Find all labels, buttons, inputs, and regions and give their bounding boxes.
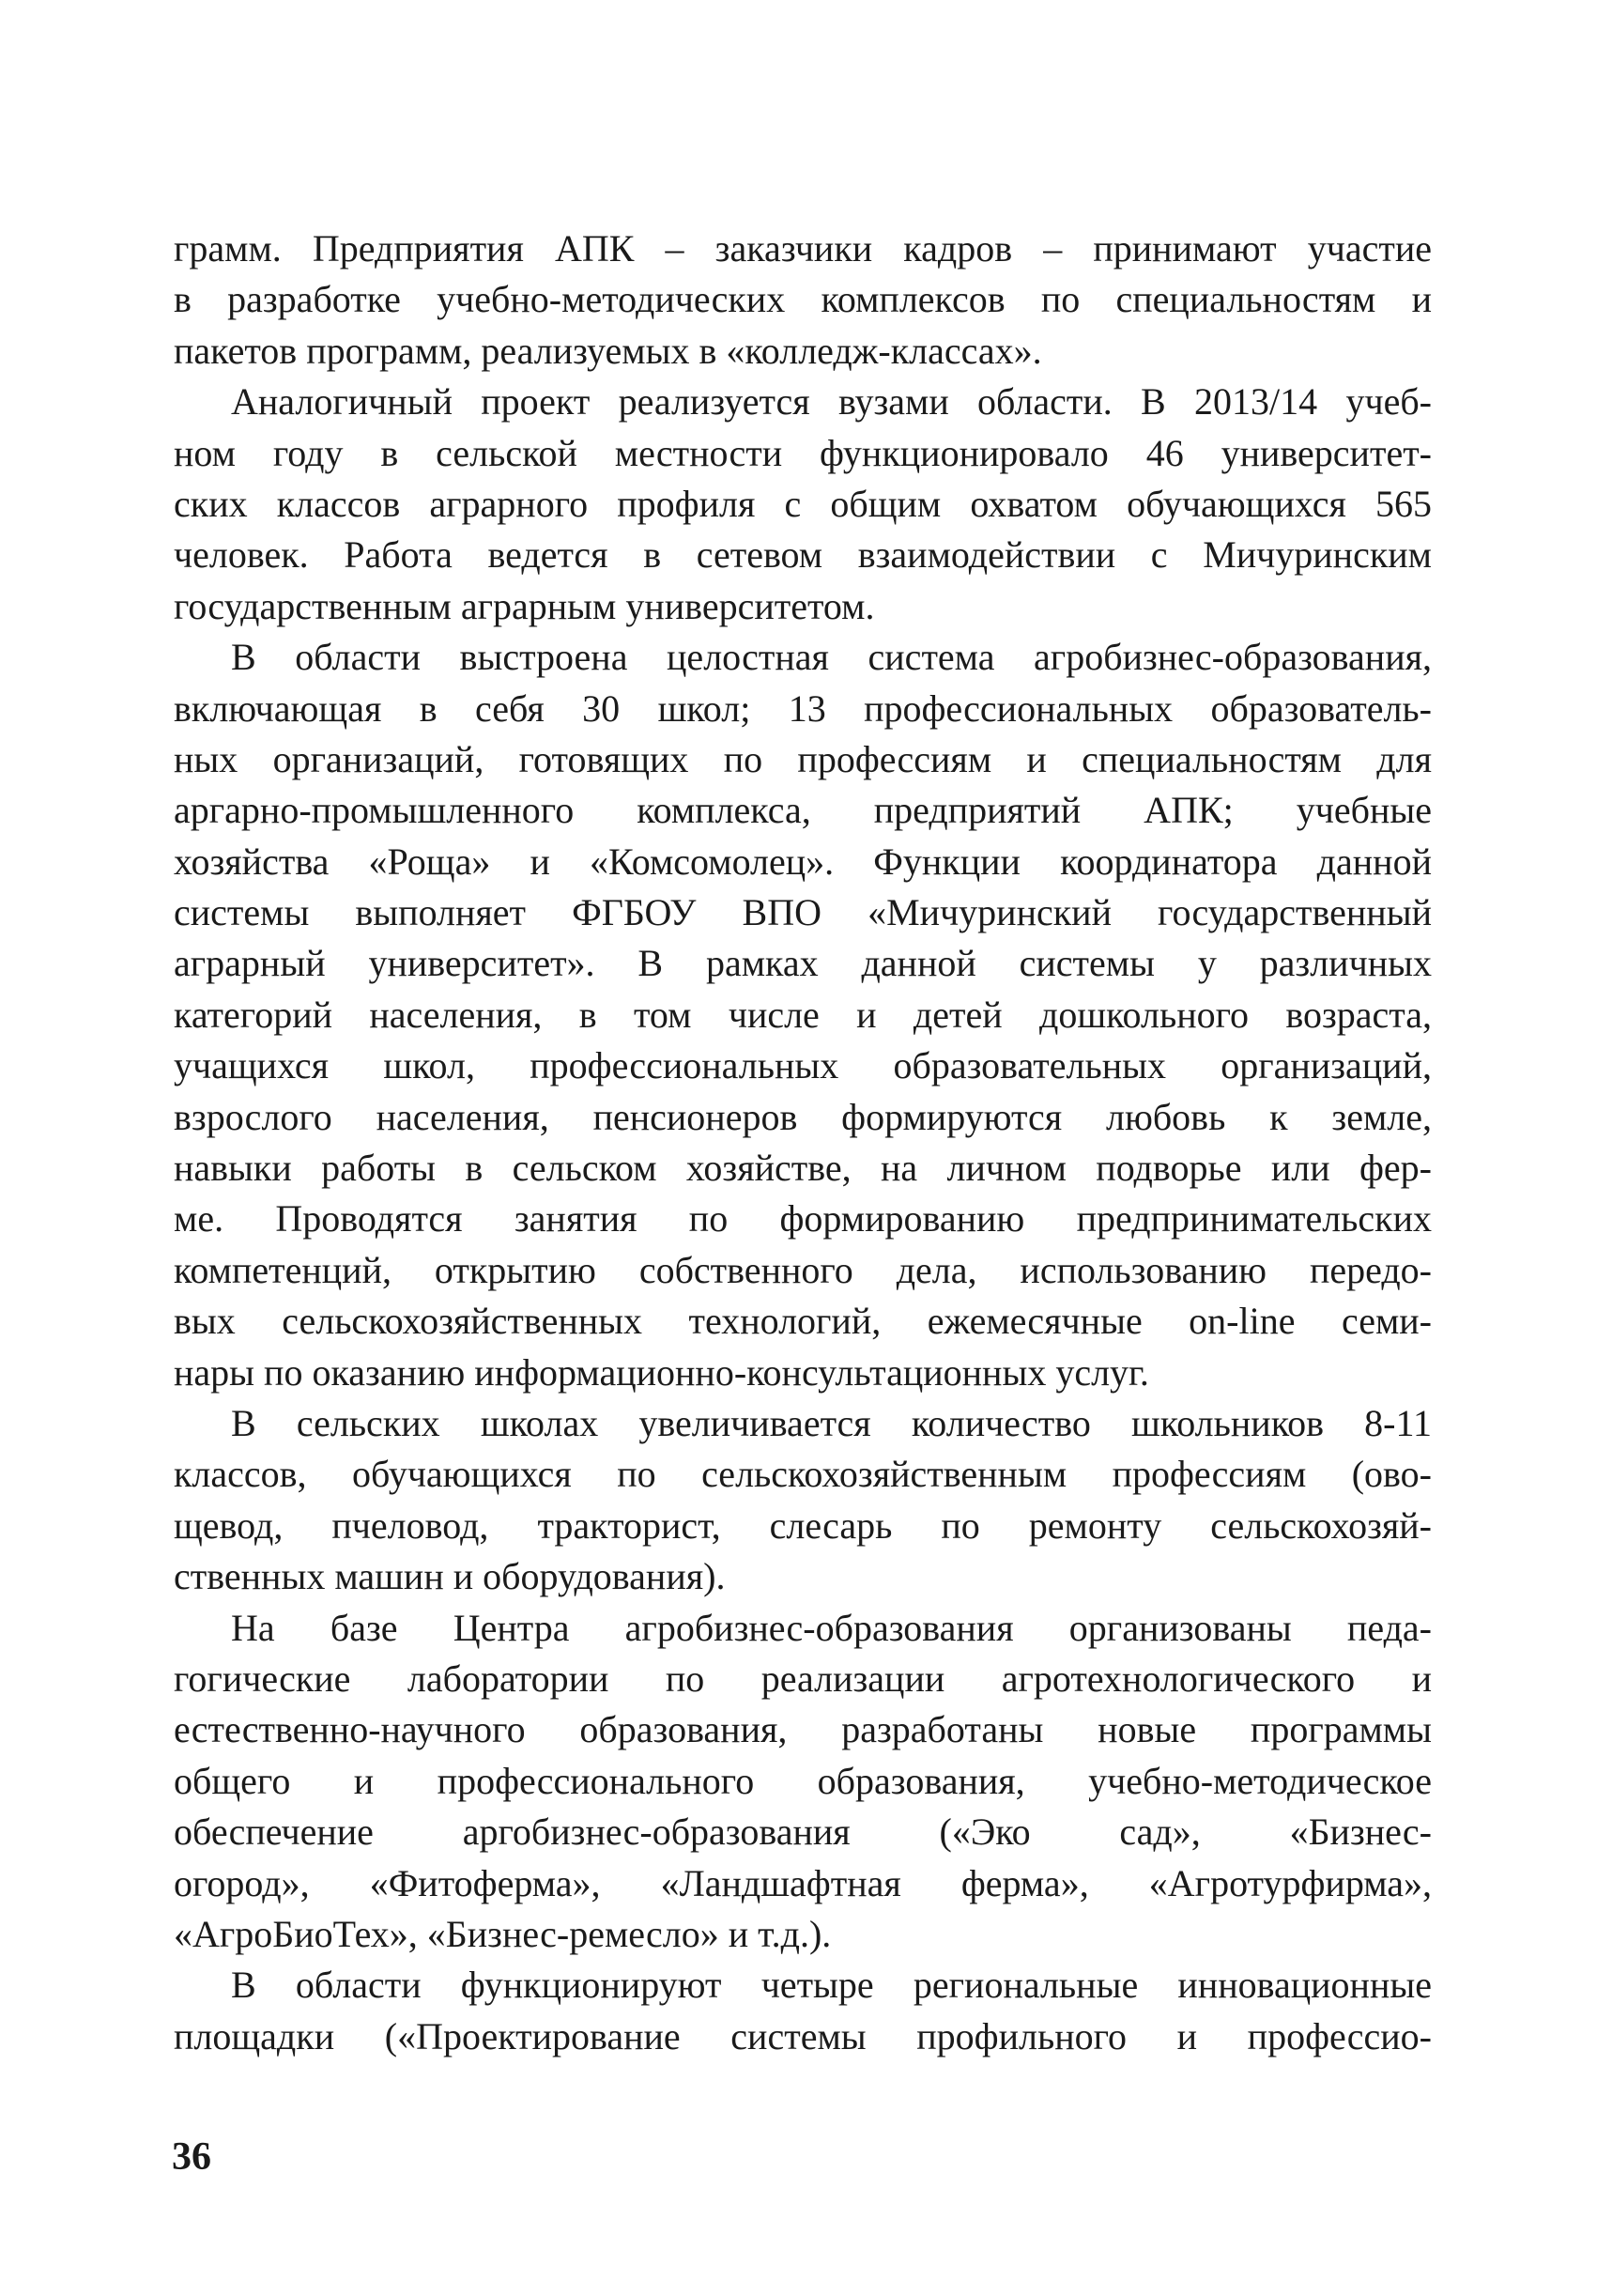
text-line: ских классов аграрного профиля с общим охватом обучающихся 565 [174, 482, 1432, 525]
paragraph-5 [174, 1603, 1432, 1961]
text-line: обеспечение аргобизнес-образования («Эко сад», «Бизнес- [174, 1811, 1432, 1854]
text-line: В области выстроена целостная система агробизнес-образования, [231, 636, 1432, 679]
paragraph-4 [174, 1398, 1432, 1603]
text-line: Аналогичный проект реализуется вузами области. В 2013/14 учеб- [231, 380, 1432, 424]
text-line: в разработке учебно-методических комплексов по специальностям и [174, 278, 1432, 321]
text-line: ных организаций, готовящих по профессиям и специальностям для [174, 737, 1432, 780]
text-line: компетенций, открытию собственного дела, использованию передо- [174, 1248, 1432, 1291]
text-line: учащихся школ, профессиональных образовательных организаций, [174, 1044, 1432, 1087]
text-line: ном году в сельской местности функционировало 46 университет- [174, 431, 1432, 474]
text-line: На базе Центра агробизнес-образования организованы педа- [231, 1606, 1432, 1649]
text-line: огород», «Фитоферма», «Ландшафтная ферма», «Агротурфирма», [174, 1861, 1432, 1904]
text-line: ственных машин и оборудования). [174, 1555, 726, 1598]
text-line: «АгроБиоТех», «Бизнес-ремесло» и т.д.). [174, 1912, 832, 1955]
text-line: грамм. Предприятия АПК – заказчики кадров – принимают участие [174, 227, 1432, 270]
text-line: аргарно-промышленного комплекса, предприятий АПК; учебные [174, 789, 1432, 832]
text-line: государственным аграрным университетом. [174, 584, 875, 627]
text-line: щевод, пчеловод, тракторист, слесарь по ремонту сельскохозяй- [174, 1503, 1432, 1547]
text-line: включающая в себя 30 школ; 13 профессиональных образователь- [174, 686, 1432, 730]
text-line: пакетов программ, реализуемых в «колледж-классах». [174, 329, 1042, 372]
text-line: естественно-научного образования, разработаны новые программы [174, 1708, 1432, 1751]
text-line: ме. Проводятся занятия по формированию предпринимательских [174, 1197, 1432, 1240]
text-line: вых сельскохозяйственных технологий, ежемесячные on-line семи- [174, 1300, 1432, 1343]
paragraph-3 [174, 632, 1432, 1398]
text-line: В сельских школах увеличивается количество школьников 8-11 [231, 1401, 1432, 1444]
paragraph-2 [174, 377, 1432, 632]
text-line: человек. Работа ведется в сетевом взаимодействии с Мичуринским [174, 533, 1432, 577]
paragraph-6 [174, 1960, 1432, 2062]
text-line: общего и профессионального образования, учебно-методическое [174, 1759, 1432, 1802]
text-line: взрослого населения, пенсионеров формируются любовь к земле, [174, 1095, 1432, 1138]
text-line: аграрный университет». В рамках данной системы у различных [174, 942, 1432, 985]
text-line: гогические лаборатории по реализации агротехнологического и [174, 1657, 1432, 1700]
text-line: нары по оказанию информационно-консультационных услуг. [174, 1350, 1149, 1394]
text-line: системы выполняет ФГБОУ ВПО «Мичуринский государственный [174, 891, 1432, 934]
text-line: навыки работы в сельском хозяйстве, на личном подворье или фер- [174, 1147, 1432, 1190]
text-line: классов, обучающихся по сельскохозяйственным профессиям (ово- [174, 1453, 1432, 1496]
text-line: площадки («Проектирование системы профильного и профессио- [174, 2014, 1432, 2057]
paragraph-1 [174, 223, 1432, 377]
body-text [174, 223, 1432, 2062]
text-line: категорий населения, в том числе и детей дошкольного возраста, [174, 993, 1432, 1036]
page-number: 36 [172, 2135, 211, 2179]
text-line: хозяйства «Роща» и «Комсомолец». Функции координатора данной [174, 840, 1432, 883]
text-line: В области функционируют четыре региональные инновационные [231, 1964, 1432, 2007]
